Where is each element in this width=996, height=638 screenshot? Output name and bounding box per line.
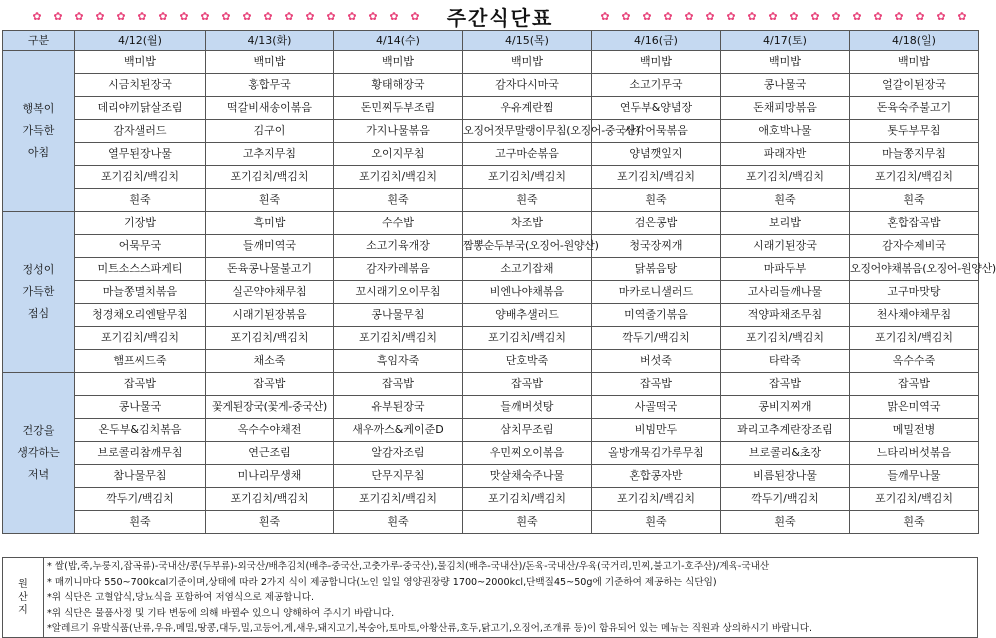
menu-cell: 흰죽 [206,189,334,212]
menu-cell: 꼬시래기오이무침 [334,281,463,304]
menu-cell: 고구마맛탕 [850,281,979,304]
menu-cell: 포기김치/백김치 [850,166,979,189]
menu-cell: 포기김치/백김치 [206,327,334,350]
menu-cell: 어묵무국 [75,235,206,258]
flower-icon: ✿ [852,9,863,23]
day-header: 4/16(금) [592,31,721,51]
menu-cell: 맛살채숙주나물 [463,465,592,488]
menu-cell: 옥수수야채전 [206,419,334,442]
menu-cell: 포기김치/백김치 [463,166,592,189]
menu-row [3,212,979,235]
menu-cell: 보리밥 [721,212,850,235]
menu-cell: 감자샐러드 [75,120,206,143]
menu-cell: 포기김치/백김치 [334,327,463,350]
menu-cell: 흰죽 [75,189,206,212]
menu-cell: 백미밥 [721,51,850,74]
menu-cell: 백미밥 [463,51,592,74]
flower-icon: ✿ [621,9,632,23]
menu-cell: 고구마순볶음 [463,143,592,166]
menu-cell: 감자다시마국 [463,74,592,97]
menu-cell: 옥수수죽 [850,350,979,373]
menu-row [3,120,979,143]
flower-icon: ✿ [684,9,695,23]
menu-cell: 흰죽 [334,189,463,212]
flower-icon: ✿ [32,9,43,23]
menu-cell: 짬뽕순두부국(오징어-원양산) [463,235,592,258]
menu-cell: 황태해장국 [334,74,463,97]
menu-cell: 차조밥 [463,212,592,235]
menu-cell: 고추지무침 [206,143,334,166]
note-line: * 쌀(밥,죽,누룽지,잡곡류)-국내산/콩(두부류)-외국산/배추김치(배추-중국산,고춧가루-중국산),물김치(배추-국내산)/돈육-국내산/우육(국거리,민찌,불고기-호주산)/계육-국내산 [47,561,770,572]
menu-row [3,396,979,419]
menu-cell: 흰죽 [721,189,850,212]
menu-cell: 꽈리고추계란장조림 [721,419,850,442]
meal-category-line: 가득한 [22,124,55,137]
menu-cell: 사각어묵볶음 [592,120,721,143]
menu-cell: 미역줄기볶음 [592,304,721,327]
flower-decoration-left [28,6,425,26]
flower-icon: ✿ [179,9,190,23]
menu-cell: 참나물무침 [75,465,206,488]
menu-cell: 기장밥 [75,212,206,235]
menu-cell: 소고기육개장 [334,235,463,258]
day-header: 4/17(토) [721,31,850,51]
menu-cell: 타락죽 [721,350,850,373]
menu-cell: 소고기잡채 [463,258,592,281]
menu-row [3,465,979,488]
menu-cell: 잡곡밥 [850,373,979,396]
menu-cell: 마파두부 [721,258,850,281]
flower-icon: ✿ [95,9,106,23]
menu-cell: 단호박죽 [463,350,592,373]
menu-cell: 들깨버섯탕 [463,396,592,419]
flower-icon: ✿ [263,9,274,23]
menu-cell: 포기김치/백김치 [75,327,206,350]
menu-cell: 채소죽 [206,350,334,373]
menu-cell: 흰죽 [463,511,592,534]
menu-cell: 마카로니샐러드 [592,281,721,304]
menu-row [3,350,979,373]
flower-icon: ✿ [915,9,926,23]
menu-cell: 포기김치/백김치 [850,327,979,350]
day-header: 4/18(일) [850,31,979,51]
menu-row [3,327,979,350]
note-line: *위 식단은 물품사정 및 기타 변동에 의해 바뀔수 있으니 양해하여 주시기 바랍니다. [47,607,395,619]
flower-icon: ✿ [810,9,821,23]
menu-cell: 포기김치/백김치 [206,166,334,189]
flower-icon: ✿ [389,9,400,23]
flower-icon: ✿ [200,9,211,23]
menu-cell: 돈채피망볶음 [721,97,850,120]
note-line: *위 식단은 고혈압식,당뇨식을 포함하여 저염식으로 제공합니다. [47,592,315,603]
menu-cell: 미트소스스파게티 [75,258,206,281]
menu-cell: 흰죽 [592,189,721,212]
origin-label-char: 지 [18,605,28,616]
meal-category-label [3,51,75,212]
note-line: * 매끼니마다 550~700kcal기준이며,상태에 따라 2가지 식이 제공합니다(노인 일일 영양권장량 1700~2000kcl,단백질45~50g에 기준하여 제공하는 식단임) [47,576,717,588]
menu-cell: 깍두기/백김치 [592,327,721,350]
menu-row [3,74,979,97]
menu-row [3,419,979,442]
menu-cell: 닭볶음탕 [592,258,721,281]
menu-cell: 콩비지찌개 [721,396,850,419]
menu-cell: 느타리버섯볶음 [850,442,979,465]
menu-cell: 홍합무국 [206,74,334,97]
menu-cell: 김구이 [206,120,334,143]
menu-cell: 온두부&김치볶음 [75,419,206,442]
menu-cell: 흰죽 [206,511,334,534]
flower-decoration-right [596,6,972,26]
meal-category-line: 아침 [27,146,50,159]
menu-cell: 시래기된장볶음 [206,304,334,327]
menu-cell: 잡곡밥 [463,373,592,396]
day-header: 4/13(화) [206,31,334,51]
menu-cell: 양배추샐러드 [463,304,592,327]
flower-icon: ✿ [705,9,716,23]
menu-cell: 검은콩밥 [592,212,721,235]
menu-cell: 흰죽 [592,511,721,534]
meal-category-label [3,212,75,373]
menu-row [3,511,979,534]
flower-icon: ✿ [936,9,947,23]
menu-row [3,189,979,212]
menu-cell: 흑미밥 [206,212,334,235]
menu-cell: 고사리들깨나물 [721,281,850,304]
menu-cell: 콩나물국 [721,74,850,97]
flower-icon: ✿ [957,9,968,23]
menu-cell: 포기김치/백김치 [721,166,850,189]
menu-row [3,258,979,281]
flower-icon: ✿ [642,9,653,23]
menu-cell: 연두부&양념장 [592,97,721,120]
menu-cell: 포기김치/백김치 [592,488,721,511]
origin-notes [2,557,978,638]
menu-cell: 오징어야채볶음(오징어-원양산) [850,258,979,281]
menu-cell: 청경채오리엔탈무침 [75,304,206,327]
menu-cell: 잡곡밥 [206,373,334,396]
day-header: 4/12(월) [75,31,206,51]
flower-icon: ✿ [368,9,379,23]
flower-icon: ✿ [663,9,674,23]
menu-cell: 백미밥 [334,51,463,74]
title-bar [0,0,980,30]
menu-row [3,51,979,74]
menu-cell: 톳두부무침 [850,120,979,143]
weekly-menu-table [2,30,996,534]
menu-row [3,97,979,120]
flower-icon: ✿ [894,9,905,23]
menu-cell: 오이지무침 [334,143,463,166]
meal-category-line: 점심 [27,307,50,320]
menu-cell: 비빔만두 [592,419,721,442]
menu-cell: 브로콜리참깨무침 [75,442,206,465]
flower-icon: ✿ [831,9,842,23]
menu-cell: 포기김치/백김치 [463,327,592,350]
menu-cell: 얼갈이된장국 [850,74,979,97]
menu-cell: 혼합콩자반 [592,465,721,488]
flower-icon: ✿ [347,9,358,23]
flower-icon: ✿ [326,9,337,23]
menu-cell: 청국장찌개 [592,235,721,258]
notes-lines [47,559,975,637]
flower-icon: ✿ [726,9,737,23]
day-header: 4/14(수) [334,31,463,51]
menu-cell: 흑임자죽 [334,350,463,373]
menu-cell: 비름된장나물 [721,465,850,488]
menu-cell: 흰죽 [850,511,979,534]
origin-label [3,558,44,637]
menu-cell: 버섯죽 [592,350,721,373]
meal-category-label [3,373,75,534]
flower-icon: ✿ [305,9,316,23]
menu-row [3,304,979,327]
menu-row [3,442,979,465]
menu-cell: 파래자반 [721,143,850,166]
menu-cell: 우민찌오이볶음 [463,442,592,465]
meal-category-line: 행복이 [22,102,55,115]
menu-row [3,488,979,511]
flower-icon: ✿ [158,9,169,23]
menu-cell: 알감자조림 [334,442,463,465]
menu-row [3,143,979,166]
menu-cell: 단무지무침 [334,465,463,488]
menu-cell: 백미밥 [75,51,206,74]
menu-cell: 유부된장국 [334,396,463,419]
menu-cell: 돈민찌두부조림 [334,97,463,120]
flower-icon: ✿ [74,9,85,23]
menu-cell: 연근조림 [206,442,334,465]
menu-cell: 햄프씨드죽 [75,350,206,373]
menu-cell: 들깨무나물 [850,465,979,488]
flower-icon: ✿ [242,9,253,23]
category-header: 구분 [3,31,75,51]
origin-label-char: 원 [18,579,28,590]
menu-cell: 포기김치/백김치 [463,488,592,511]
menu-cell: 오징어젓무말랭이무침(오징어-중국산) [463,120,592,143]
menu-cell: 열무된장나물 [75,143,206,166]
menu-cell: 새우까스&케이준D [334,419,463,442]
menu-cell: 포기김치/백김치 [334,166,463,189]
menu-cell: 감자카레볶음 [334,258,463,281]
menu-cell: 흰죽 [75,511,206,534]
menu-cell: 콩나물국 [75,396,206,419]
menu-cell: 잡곡밥 [75,373,206,396]
menu-cell: 깍두기/백김치 [75,488,206,511]
header-row [3,31,979,51]
note-line: *알레르기 유발식품(난류,우유,메밀,땅콩,대두,밀,고등어,게,새우,돼지고기,복숭아,토마토,아황산류,호두,닭고기,오징어,조개류 등)이 함유되어 있는 메뉴는 직원과 상의하시기 바랍니다. [47,623,813,634]
menu-cell: 올방개묵김가루무침 [592,442,721,465]
menu-cell: 꽃게된장국(꽃게-중국산) [206,396,334,419]
menu-cell: 잡곡밥 [592,373,721,396]
menu-cell: 백미밥 [206,51,334,74]
menu-cell: 포기김치/백김치 [850,488,979,511]
menu-cell: 감자수제비국 [850,235,979,258]
meal-category-line: 가득한 [22,285,55,298]
flower-icon: ✿ [137,9,148,23]
menu-cell: 양념깻잎지 [592,143,721,166]
menu-cell: 실곤약야채무침 [206,281,334,304]
menu-cell: 천사채야채무침 [850,304,979,327]
meal-category-line: 저녁 [27,468,50,481]
flower-icon: ✿ [116,9,127,23]
menu-cell: 시금치된장국 [75,74,206,97]
meal-category-line: 정성이 [22,263,55,276]
menu-cell: 소고기무국 [592,74,721,97]
flower-icon: ✿ [789,9,800,23]
menu-cell: 떡갈비새송이볶음 [206,97,334,120]
menu-row [3,235,979,258]
menu-cell: 우유계란찜 [463,97,592,120]
flower-icon: ✿ [768,9,779,23]
menu-cell: 깍두기/백김치 [721,488,850,511]
flower-icon: ✿ [600,9,611,23]
menu-cell: 애호박나물 [721,120,850,143]
menu-cell: 마늘쫑지무침 [850,143,979,166]
meal-category-line: 건강을 [22,424,55,437]
menu-cell: 시래기된장국 [721,235,850,258]
menu-cell: 메밀전병 [850,419,979,442]
menu-cell: 포기김치/백김치 [75,166,206,189]
menu-cell: 돈육숙주불고기 [850,97,979,120]
menu-cell: 혼합잡곡밥 [850,212,979,235]
menu-row [3,281,979,304]
menu-cell: 백미밥 [850,51,979,74]
menu-cell: 미나리무생채 [206,465,334,488]
menu-cell: 가지나물볶음 [334,120,463,143]
menu-cell: 수수밥 [334,212,463,235]
menu-cell: 흰죽 [721,511,850,534]
menu-cell: 맑은미역국 [850,396,979,419]
origin-label-char: 산 [18,592,28,603]
menu-cell: 마늘쫑멸치볶음 [75,281,206,304]
flower-icon: ✿ [221,9,232,23]
flower-icon: ✿ [284,9,295,23]
menu-cell: 포기김치/백김치 [721,327,850,350]
flower-icon: ✿ [747,9,758,23]
menu-cell: 흰죽 [334,511,463,534]
flower-icon: ✿ [873,9,884,23]
menu-cell: 잡곡밥 [721,373,850,396]
menu-cell: 잡곡밥 [334,373,463,396]
menu-cell: 돈육콩나물불고기 [206,258,334,281]
menu-cell: 사골떡국 [592,396,721,419]
flower-icon: ✿ [53,9,64,23]
menu-cell: 적양파채조무침 [721,304,850,327]
page-title: 주간식단표 [446,6,554,30]
menu-cell: 백미밥 [592,51,721,74]
menu-cell: 흰죽 [463,189,592,212]
menu-cell: 비엔나야채볶음 [463,281,592,304]
menu-cell: 브로콜리&초장 [721,442,850,465]
menu-cell: 흰죽 [850,189,979,212]
menu-cell: 들깨미역국 [206,235,334,258]
meal-category-line: 생각하는 [17,446,60,459]
menu-cell: 삼치무조림 [463,419,592,442]
menu-row [3,373,979,396]
menu-cell: 포기김치/백김치 [334,488,463,511]
menu-row [3,166,979,189]
menu-cell: 포기김치/백김치 [206,488,334,511]
day-header: 4/15(목) [463,31,592,51]
menu-cell: 포기김치/백김치 [592,166,721,189]
menu-cell: 데리야끼닭살조림 [75,97,206,120]
menu-cell: 콩나물무침 [334,304,463,327]
flower-icon: ✿ [410,9,421,23]
